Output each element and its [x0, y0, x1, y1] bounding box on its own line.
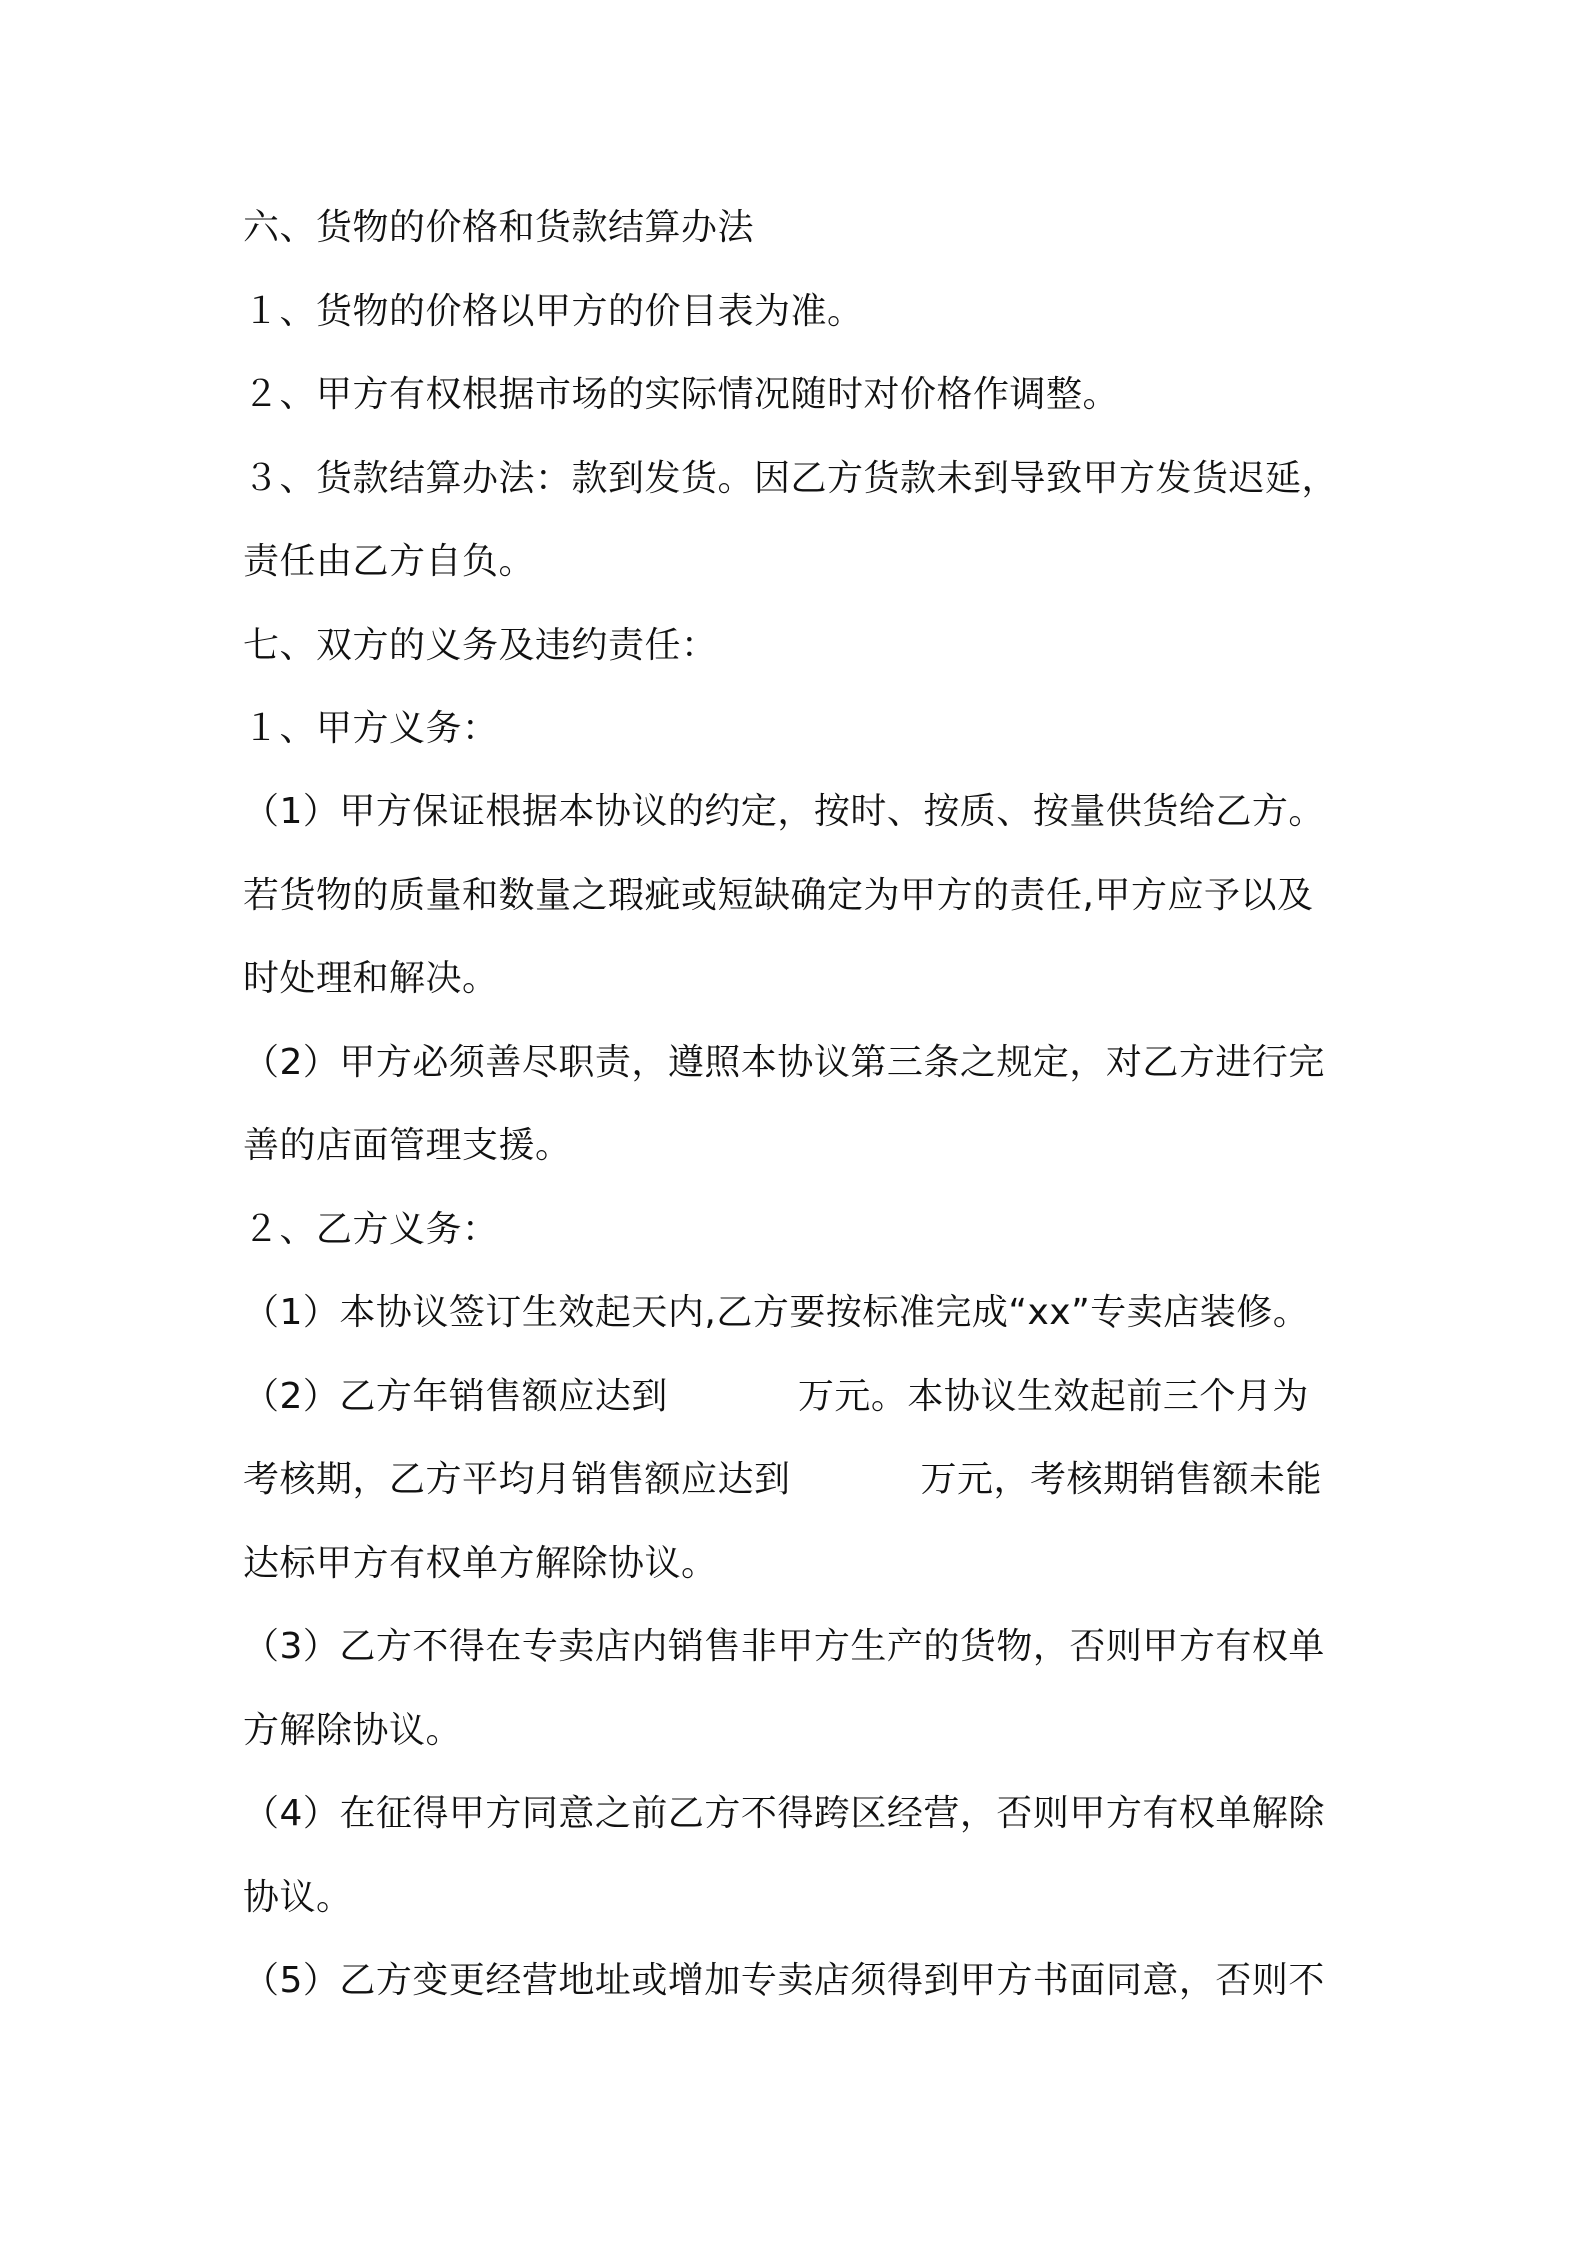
party-b-clause-2-cont-part-1: 考核期，乙方平均月销售额应达到	[243, 1459, 791, 1500]
party-b-clause-4: （4）在征得甲方同意之前乙方不得跨区经营，否则甲方有权单解除	[243, 1793, 1325, 1834]
party-a-clause-2-cont: 善的店面管理支援。	[243, 1125, 572, 1166]
party-b-clause-1: （1）本协议签订生效起天内,乙方要按标准完成“xx”专卖店装修。	[243, 1292, 1310, 1333]
party-b-clause-2-cont-part-2: 万元，考核期销售额未能	[920, 1459, 1323, 1500]
clause-6-3-cont: 责任由乙方自负。	[243, 541, 536, 582]
party-b-clause-2-part-2: 万元。本协议生效起前三个月为	[797, 1376, 1309, 1417]
party-a-clause-1-cont-2: 时处理和解决。	[243, 958, 499, 999]
section-heading-7: 七、双方的义务及违约责任：	[243, 625, 718, 666]
party-b-clause-2	[243, 1375, 1363, 1419]
party-b-clause-2-cont	[243, 1458, 1363, 1502]
party-a-clause-1: （1）甲方保证根据本协议的约定，按时、按质、按量供货给乙方。	[243, 791, 1325, 832]
party-b-clause-4-cont: 协议。	[243, 1877, 353, 1918]
party-b-obligations-heading: ２、乙方义务：	[243, 1209, 499, 1250]
party-a-clause-2: （2）甲方必须善尽职责，遵照本协议第三条之规定，对乙方进行完	[243, 1042, 1325, 1083]
party-b-clause-5: （5）乙方变更经营地址或增加专卖店须得到甲方书面同意，否则不	[243, 1960, 1325, 2001]
party-b-clause-3: （3）乙方不得在专卖店内销售非甲方生产的货物，否则甲方有权单	[243, 1626, 1325, 1667]
party-b-clause-2-cont-2: 达标甲方有权单方解除协议。	[243, 1543, 718, 1584]
party-a-clause-1-cont: 若货物的质量和数量之瑕疵或短缺确定为甲方的责任,甲方应予以及	[243, 875, 1314, 916]
party-b-clause-2-part-1: （2）乙方年销售额应达到	[243, 1376, 668, 1417]
party-b-clause-3-cont: 方解除协议。	[243, 1710, 463, 1751]
section-heading-6: 六、货物的价格和货款结算办法	[243, 207, 755, 248]
clause-6-1: １、货物的价格以甲方的价目表为准。	[243, 291, 864, 332]
clause-6-2: ２、甲方有权根据市场的实际情况随时对价格作调整。	[243, 374, 1120, 415]
party-a-obligations-heading: １、甲方义务：	[243, 708, 499, 749]
clause-6-3: ３、货款结算办法：款到发货。因乙方货款未到导致甲方发货迟延，	[243, 458, 1339, 499]
